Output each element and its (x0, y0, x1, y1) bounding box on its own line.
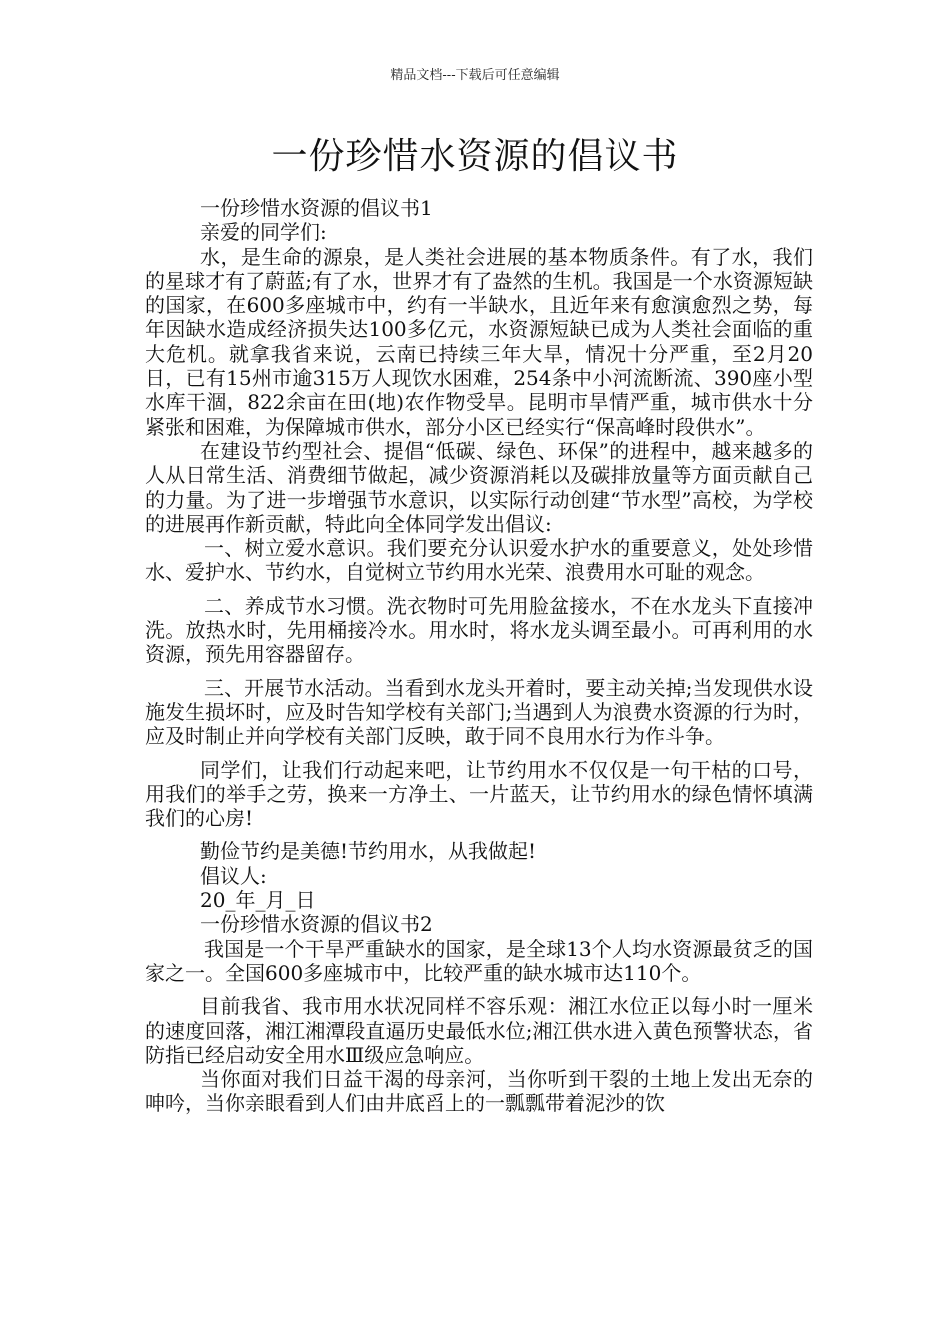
paragraph-3: 同学们，让我们行动起来吧，让节约用水不仅仅是一句干枯的口号，用我们的举手之劳，换来一方净土、一片蓝天，让节约用水的绿色情怀填满我们的心房! (145, 757, 813, 831)
date-line: 20_年_月_日 (200, 888, 316, 913)
proposal-item-1: 一、树立爱水意识。我们要充分认识爱水护水的重要意义，处处珍惜水、爱护水、节约水，自觉树立节约用水光荣、浪费用水可耻的观念。 (145, 536, 813, 585)
section2-paragraph-3: 当你面对我们日益干渴的母亲河，当你听到干裂的土地上发出无奈的呻吟，当你亲眼看到人们由井底舀上的一瓢瓢带着泥沙的饮 (145, 1067, 813, 1116)
document-body (145, 196, 813, 1116)
paragraph-2: 在建设节约型社会、提倡“低碳、绿色、环保”的进程中，越来越多的人从日常生活、消费细节做起，减少资源消耗以及碳排放量等方面贡献自己的力量。为了进一步增强节水意识，以实际行动创建“节水型”高校，为学校的进展再作新贡献，特此向全体同学发出倡议: (145, 438, 813, 536)
section2-paragraph-2: 目前我省、我市用水状况同样不容乐观：湘江水位正以每小时一厘米的速度回落，湘江湘潭段直逼历史最低水位;湘江供水进入黄色预警状态，省防指已经启动安全用水Ⅲ级应急响应。 (145, 994, 813, 1067)
paragraph-1: 水，是生命的源泉，是人类社会进展的基本物质条件。有了水，我们的星球才有了蔚蓝;有了水，世界才有了盎然的生机。我国是一个水资源短缺的国家，在600多座城市中，约有一半缺水，且近年来有愈演愈烈之势，每年因缺水造成经济损失达100多亿元，水资源短缺已成为人类社会面临的重大危机。就拿我省来说，云南已持续三年大旱，情况十分严重，至2月20日，已有15州市逾315万人现饮水困难，254条中小河流断流、390座小型水库干涸，822余亩在田(地)农作物受旱。昆明市旱情严重，城市供水十分紧张和困难，为保障城市供水，部分小区已经实行“保高峰时段供水”。 (145, 244, 813, 439)
proposal-item-3: 三、开展节水活动。当看到水龙头开着时，要主动关掉;当发现供水设施发生损坏时，应及时告知学校有关部门;当遇到人为浪费水资源的行为时，应及时制止并向学校有关部门反映，敢于同不良用水行为作斗争。 (145, 675, 813, 749)
section2-heading: 一份珍惜水资源的倡议书2 (200, 912, 433, 937)
section2-paragraph-1: 我国是一个干旱严重缺水的国家，是全球13个人均水资源最贫乏的国家之一。全国600多座城市中，比较严重的缺水城市达110个。 (145, 936, 813, 985)
slogan: 勤俭节约是美德!节约用水，从我做起! (200, 839, 537, 864)
greeting: 亲爱的同学们: (200, 220, 327, 245)
document-title: 一份珍惜水资源的倡议书 (271, 136, 679, 177)
header-note: 精品文档---下载后可任意编辑 (390, 68, 560, 83)
section1-heading: 一份珍惜水资源的倡议书1 (200, 196, 433, 220)
signer-label: 倡议人: (200, 863, 267, 888)
proposal-item-2: 二、养成节水习惯。洗衣物时可先用脸盆接水，不在水龙头下直接冲洗。放热水时，先用桶接冷水。用水时，将水龙头调至最小。可再利用的水资源，预先用容器留存。 (145, 593, 813, 667)
